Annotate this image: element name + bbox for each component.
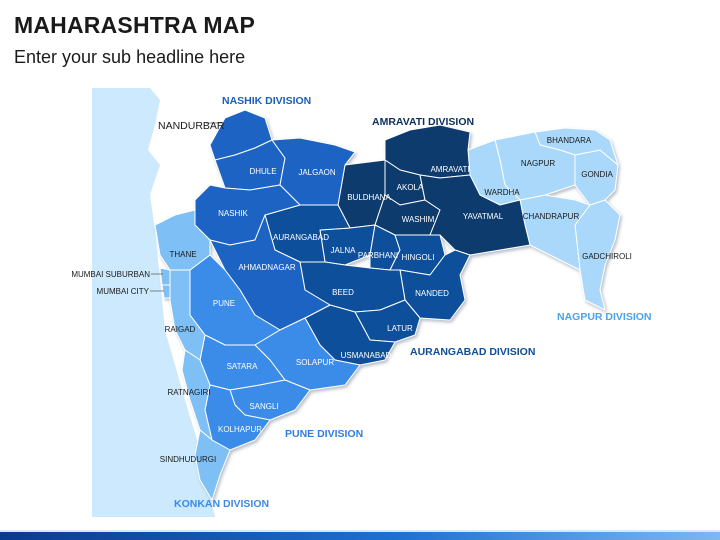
label-latur: LATUR xyxy=(387,324,413,333)
label-sangli: SANGLI xyxy=(249,402,279,411)
label-pune-division: PUNE DIVISION xyxy=(285,428,364,440)
label-usmanabad: USMANABAD xyxy=(340,351,392,360)
label-aurangabad-division: AURANGABAD DIVISION xyxy=(410,346,536,358)
label-nashik: NASHIK xyxy=(218,209,248,218)
label-washim: WASHIM xyxy=(401,215,435,224)
label-ratnagiri: RATNAGIRI xyxy=(167,388,211,397)
label-thane: THANE xyxy=(169,250,197,259)
label-solapur: SOLAPUR xyxy=(295,358,335,367)
label-kolhapur: KOLHAPUR xyxy=(217,425,263,434)
label-nandurbar: NANDURBAR xyxy=(158,120,225,132)
label-hingoli: HINGOLI xyxy=(401,253,435,262)
label-amravati: AMRAVATI xyxy=(430,165,470,174)
label-parbhani: PARBHANI xyxy=(357,251,399,260)
label-amravati-division: AMRAVATI DIVISION xyxy=(372,116,475,128)
district-mumbai-suburban[interactable] xyxy=(160,268,170,285)
label-jalgaon: JALGAON xyxy=(298,168,336,177)
label-mumbai-suburban: MUMBAI SUBURBAN xyxy=(71,270,150,279)
label-nagpur-division: NAGPUR DIVISION xyxy=(557,311,652,323)
label-raigad: RAIGAD xyxy=(164,325,196,334)
label-wardha: WARDHA xyxy=(484,188,520,197)
label-ahmadnagar: AHMADNAGAR xyxy=(238,263,296,272)
label-gadchiroli: GADCHIROLI xyxy=(582,252,632,261)
page-title: MAHARASHTRA MAP xyxy=(14,12,256,38)
label-dhule: DHULE xyxy=(249,167,277,176)
label-gondia: GONDIA xyxy=(581,170,613,179)
label-chandrapur: CHANDRAPUR xyxy=(522,212,580,221)
label-mumbai-city: MUMBAI CITY xyxy=(96,287,149,296)
label-akola: AKOLA xyxy=(396,183,424,192)
label-satara: SATARA xyxy=(226,362,258,371)
label-beed: BEED xyxy=(332,288,354,297)
label-yavatmal: YAVATMAL xyxy=(462,212,504,221)
label-nagpur: NAGPUR xyxy=(520,159,556,168)
district-mumbai-city[interactable] xyxy=(162,285,170,298)
label-nanded: NANDED xyxy=(415,289,449,298)
label-bhandara: BHANDARA xyxy=(546,136,592,145)
label-jalna: JALNA xyxy=(330,246,356,255)
label-aurangabad: AURANGABAD xyxy=(272,233,330,242)
footer-bar xyxy=(0,532,720,540)
label-nashik-division: NASHIK DIVISION xyxy=(222,95,312,107)
page-subtitle: Enter your sub headline here xyxy=(14,47,246,67)
label-konkan-division: KONKAN DIVISION xyxy=(174,498,270,510)
label-sindhudurg: SINDHUDURGI xyxy=(159,455,217,464)
label-pune: PUNE xyxy=(212,299,236,308)
label-buldhana: BULDHANA xyxy=(347,193,391,202)
